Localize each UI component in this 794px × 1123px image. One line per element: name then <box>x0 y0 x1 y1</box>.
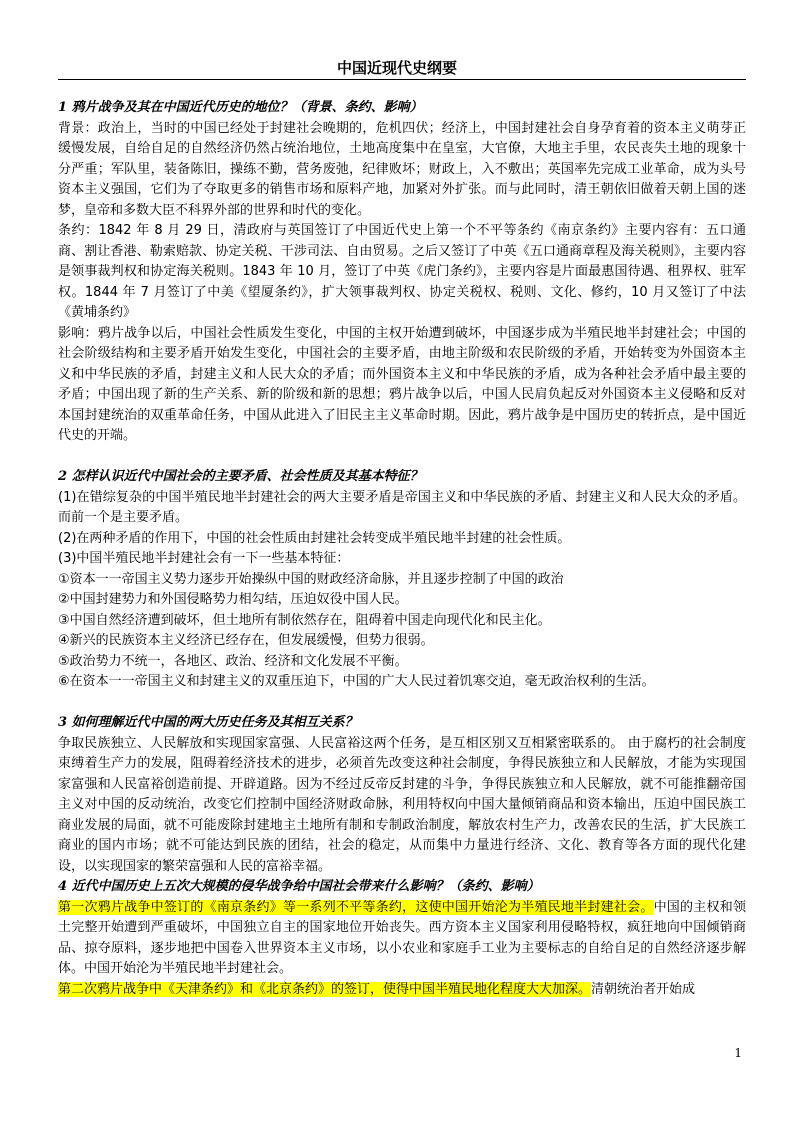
document-body <box>58 98 746 1000</box>
title-rule <box>58 79 746 80</box>
highlighted-text: 第二次鸦片战争中《天津条约》和《北京条约》的签订，使得中国半殖民地化程度大大加深。 <box>58 981 592 997</box>
q2-feature-2: ②中国封建势力和外国侵略势力相勾结，压迫奴役中国人民。 <box>58 592 408 607</box>
section-spacer <box>58 447 746 468</box>
q3-paragraph: 争取民族独立、人民解放和实现国家富强、人民富裕这两个任务，是互相区别又互相紧密联系的。 由于腐朽的社会制度束缚着生产力的发展，阻碍着经济技术的进步，必须首先改变这种社会制度，争得民族独立和人民解放，才能为实现国家富强和人民富裕创造前提、开辟道路。因为不经过反帝反封建的斗争，争得民族独立和人民解放，就不可能推翻帝国主义对中国的反动统治，改变它们控制中国经济财政命脉，利用特权向中国大量倾销商品和资本输出，压迫中国民族工商业发展的局面，就不可能废除封建地主土地所有制和专制政治制度，解放农村生产力，改善农民的生活，扩大民族工商业的国内市场；就不可能达到民族的团结，社会的稳定，从而集中力量进行经济、文化、教育等各方面的现代化建设，以实现国家的繁荣富强和人民的富裕幸福。 <box>58 735 746 874</box>
page-number: 1 <box>734 1046 742 1060</box>
paragraph-text: 清朝统治者开始成 <box>591 981 696 997</box>
q1-impact-paragraph: 影响：鸦片战争以后，中国社会性质发生变化，中国的主权开始遭到破坏，中国逐步成为半殖民地半封建社会；中国的社会阶级结构和主要矛盾开始发生变化，中国社会的主要矛盾，由地主阶级和农民阶级的矛盾，开始转变为外国资本主义和中华民族的矛盾，封建主义和人民大众的矛盾；而外国资本主义和中华民族的矛盾，成为各种社会矛盾中最主要的矛盾；中国出现了新的生产关系、新的阶级和新的思想；鸦片战争以后，中国人民肩负起反对外国资本主义侵略和反对本国封建统治的双重革命任务，中国从此进入了旧民主主义革命时期。因此，鸦片战争是中国历史的转折点，是中国近代史的开端。 <box>58 325 746 443</box>
q2-feature-3: ③中国自然经济遭到破坏，但土地所有制依然存在，阻碍着中国走向现代化和民主化。 <box>58 612 551 628</box>
q1-treaty-paragraph: 条约：1842 年 8 月 29 日，清政府与英国签订了中国近代史上第一个不平等条约《南京条约》主要内容有：五口通商、割让香港、勒索赔款、协定关税、干涉司法、自由贸易。之后又签订了中英《五口通商章程及海关税则》，主要内容是领事裁判权和协定海关税则。1843 年 10 月，签订了中英《虎门条约》，主要内容是片面最惠国待遇、租界权、驻军权。1844 年 7 月签订了中美《望厦条约》，扩大领事裁判权、协定关税权、税则、文化、修约，10 月又签订了中法《黄埔条约》 <box>58 223 746 320</box>
q4-paragraph-1 <box>58 898 746 980</box>
q2-point-1: (1)在错综复杂的中国半殖民地半封建社会的两大主要矛盾是帝国主义和中华民族的矛盾、封建主义和人民大众的矛盾。而前一个是主要矛盾。 <box>58 489 746 525</box>
q2-feature-1: ①资本一一帝国主义势力逐步开始操纵中国的财政经济命脉，并且逐步控制了中国的政治 <box>58 571 564 587</box>
q2-point-2: (2)在两种矛盾的作用下，中国的社会性质由封建社会转变成半殖民地半封建的社会性质。 <box>58 530 571 546</box>
question-2-heading: 2 怎样认识近代中国社会的主要矛盾、社会性质及其基本特征？ <box>58 469 423 484</box>
question-3-heading: 3 如何理解近代中国的两大历史任务及其相互关系？ <box>58 715 358 730</box>
highlighted-text: 第一次鸦片战争中签订的《南京条约》等一系列不平等条约，这使中国开始沦为半殖民地半封建社会。 <box>58 899 654 915</box>
q4-paragraph-2 <box>58 980 746 1001</box>
question-1-heading: 1 鸦片战争及其在中国近代历史的地位？（背景、条约、影响） <box>58 100 423 115</box>
q1-background-paragraph: 背景：政治上，当时的中国已经处于封建社会晚期的，危机四伏；经济上，中国封建社会自身孕育着的资本主义萌芽正缓慢发展，自给自足的自然经济仍然占统治地位，土地高度集中在皇室，大官僚，大地主手里，农民丧失土地的现象十分严重；军队里，装备陈旧，操练不勤，营务废弛，纪律败坏；财政上，入不敷出；英国率先完成工业革命，成为头号资本主义强国，它们为了夺取更多的销售市场和原料产地，加紧对外扩张。而与此同时，清王朝依旧做着天朝上国的迷梦，皇帝和多数大臣不科界外部的世界和时代的变化。 <box>58 120 746 218</box>
q2-feature-5: ⑤政治势力不统一，各地区、政治、经济和文化发展不平衡。 <box>58 653 408 669</box>
q2-feature-6: ⑥在资本一一帝国主义和封建主义的双重压迫下，中国的广大人民过着饥寒交迫，毫无政治权利的生活。 <box>58 674 655 689</box>
section-spacer <box>58 693 746 714</box>
paragraph-text: 中国的主权和领土完整开始遭到严重破坏，中国独立自主的国家地位开始丧失。西方资本主义国家利用侵略特权，疯狂地向中国倾销商品、掠夺原料，逐步地把中国卷入世界资本主义市场，以小农业和家庭手工业为主要标志的自给自足的自然经济逐步解体。中国开始沦为半殖民地半封建社会。 <box>58 899 746 976</box>
q2-point-3: (3)中国半殖民地半封建社会有一下一些基本特征： <box>58 551 350 566</box>
q2-feature-4: ④新兴的民族资本主义经济已经存在，但发展缓慢，但势力很弱。 <box>58 633 434 648</box>
page-title: 中国近现代史纲要 <box>336 59 457 77</box>
question-4-heading: 4 近代中国历史上五次大规模的侵华战争给中国社会带来什么影响？（条约、影响） <box>58 879 540 894</box>
